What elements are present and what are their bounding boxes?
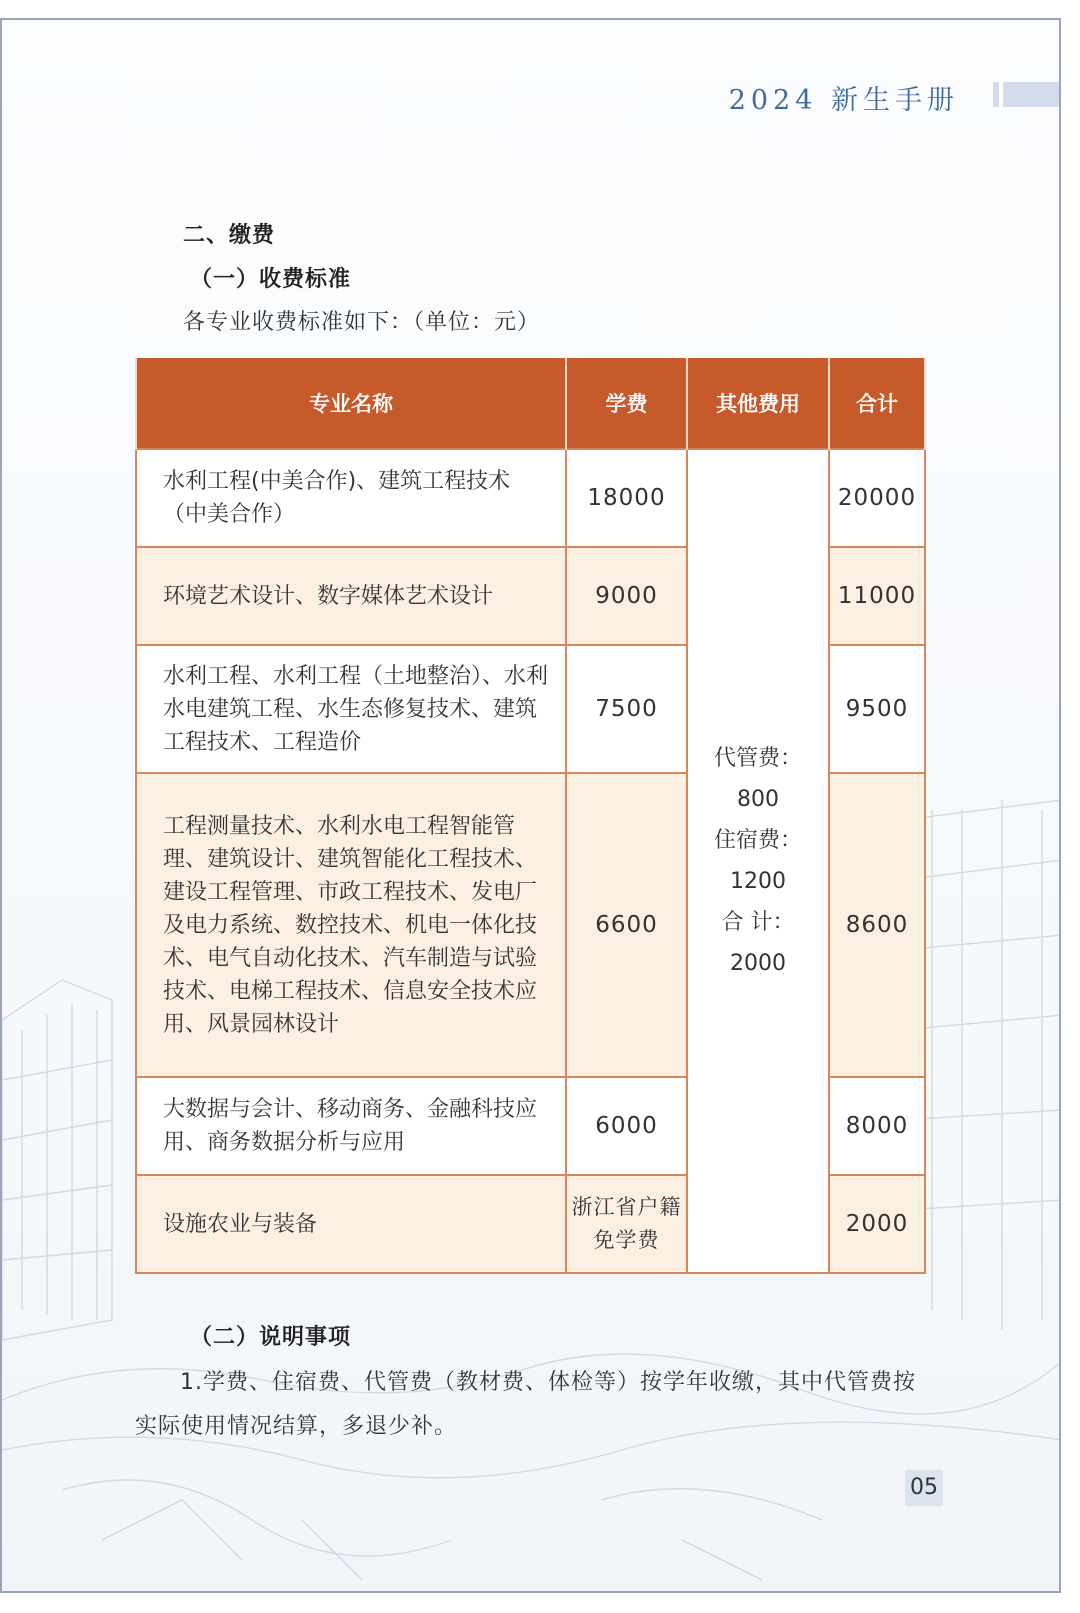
- header-total: 合计: [829, 358, 925, 449]
- tuition-cell: 7500: [566, 645, 687, 773]
- tuition-cell: 6600: [566, 773, 687, 1077]
- tuition-cell: 18000: [566, 449, 687, 547]
- table-row: [136, 449, 925, 547]
- total-cell: 9500: [829, 645, 925, 773]
- other-sum-label: 合 计：: [721, 910, 795, 935]
- tuition-cell: 浙江省户籍免学费: [566, 1175, 687, 1273]
- custody-fee-label: 代管费：: [713, 746, 802, 771]
- custody-fee-value: 800: [737, 787, 779, 812]
- major-name-cell: 大数据与会计、移动商务、金融科技应用、商务数据分析与应用: [136, 1077, 566, 1175]
- page-number: 05: [905, 1470, 943, 1506]
- major-name-cell: 水利工程、水利工程（土地整治）、水利水电建筑工程、水生态修复技术、建筑工程技术、工程造价: [136, 645, 566, 773]
- header-other-fees: 其他费用: [687, 358, 829, 449]
- other-fees-cell: [687, 449, 829, 1273]
- lodging-fee-value: 1200: [730, 869, 786, 894]
- total-cell: 8000: [829, 1077, 925, 1175]
- handbook-title: 2024 新生手册: [728, 85, 959, 116]
- major-name-cell: 工程测量技术、水利水电工程智能管理、建筑设计、建筑智能化工程技术、建设工程管理、市政工程技术、发电厂及电力系统、数控技术、机电一体化技术、电气自动化技术、汽车制造与试验技术、电梯工程技术、信息安全技术应用、风景园林设计: [136, 773, 566, 1077]
- tuition-cell: 6000: [566, 1077, 687, 1175]
- tuition-cell: 9000: [566, 547, 687, 645]
- header-decoration-bar: [999, 82, 1061, 107]
- total-cell: 8600: [829, 773, 925, 1077]
- header-major-name: 专业名称: [136, 358, 566, 449]
- intro-text: 各专业收费标准如下：（单位：元）: [183, 310, 541, 335]
- other-sum-value: 2000: [730, 951, 786, 976]
- lodging-fee-label: 住宿费：: [713, 828, 802, 853]
- fee-table-header-row: [136, 358, 925, 449]
- total-cell: 11000: [829, 547, 925, 645]
- major-name-cell: 环境艺术设计、数字媒体艺术设计: [136, 547, 566, 645]
- section-heading: 二、缴费: [183, 223, 276, 248]
- note-item: 1.学费、住宿费、代管费（教材费、体检等）按学年收缴，其中代管费按实际使用情况结算，多退少补。: [135, 1370, 916, 1439]
- notes-heading: （二）说明事项: [190, 1325, 352, 1350]
- major-name-cell: 设施农业与装备: [136, 1175, 566, 1273]
- total-cell: 20000: [829, 449, 925, 547]
- major-name-cell: 水利工程(中美合作)、建筑工程技术（中美合作）: [136, 449, 566, 547]
- subsection-heading: （一）收费标准: [190, 267, 352, 292]
- total-cell: 2000: [829, 1175, 925, 1273]
- fee-table: [135, 358, 926, 1274]
- header-tuition: 学费: [566, 358, 687, 449]
